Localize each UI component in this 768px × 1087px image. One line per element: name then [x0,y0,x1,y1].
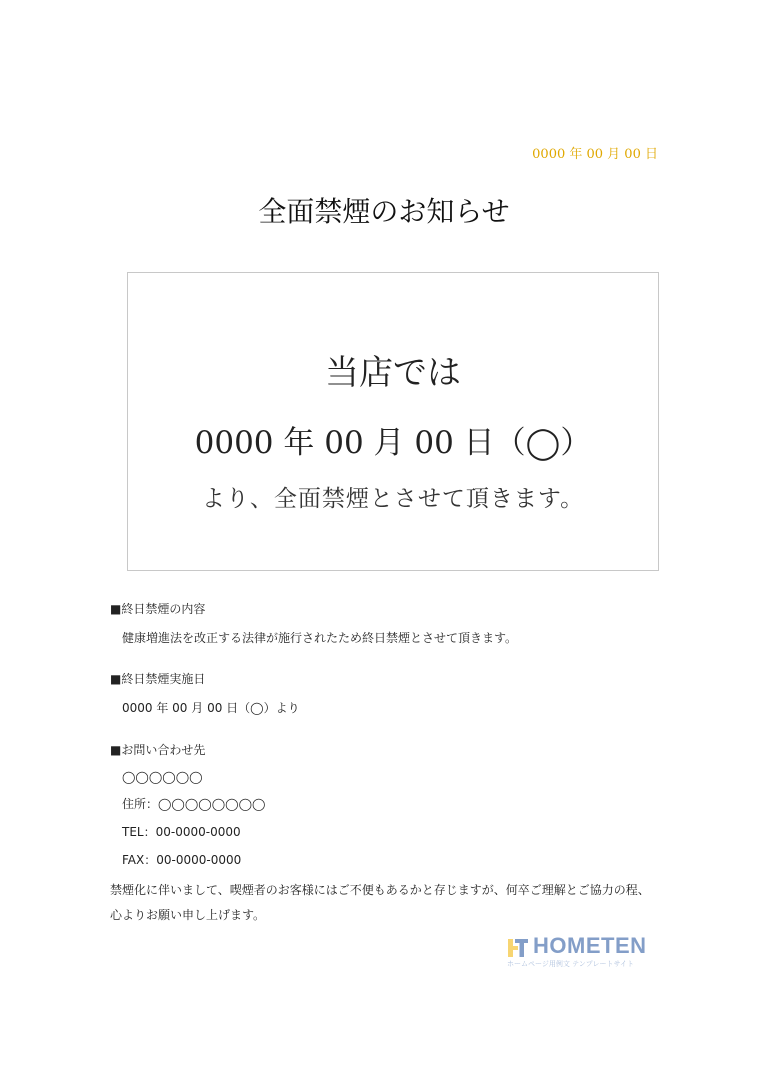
hometen-logo-text: HOMETEN [533,933,647,958]
notice-box-line3: より、全面禁煙とさせて頂きます。 [201,486,585,512]
section-start-date-body: 0000 年 00 月 00 日（◯）より [122,701,300,715]
hometen-logo-icon [507,936,529,958]
section-contact [110,741,265,879]
section-start-date-heading: ■終日禁煙実施日 [110,672,206,686]
section-content-body: 健康増進法を改正する法律が施行されたため終日禁煙とさせて頂きます。 [122,631,518,645]
page-title: 全面禁煙のお知らせ [258,195,510,228]
contact-address: 住所：◯◯◯◯◯◯◯◯ [122,797,266,811]
contact-tel: TEL：00-0000-0000 [122,825,241,839]
section-content-heading: ■終日禁煙の内容 [110,602,206,616]
section-start-date [110,670,300,716]
section-content [110,600,517,646]
section-contact-heading: ■お問い合わせ先 [110,743,206,757]
notice-box [127,272,659,571]
hometen-logo [507,935,657,971]
contact-name: ◯◯◯◯◯◯ [122,770,203,784]
hometen-logo-tagline: ホームページ用例文 テンプレートサイト [507,960,634,968]
notice-date: 0000 年 00 月 00 日 [532,147,658,162]
contact-fax: FAX：00-0000-0000 [122,853,242,867]
notice-box-line1: 当店では [325,353,461,393]
notice-box-date: 0000 年 00 月 00 日（◯） [194,425,592,461]
closing-message: 禁煙化に伴いまして、喫煙者のお客様にはご不便もあるかと存じますが、何卒ご理解とご協力の程、心よりお願い申し上げます。 [110,883,650,922]
